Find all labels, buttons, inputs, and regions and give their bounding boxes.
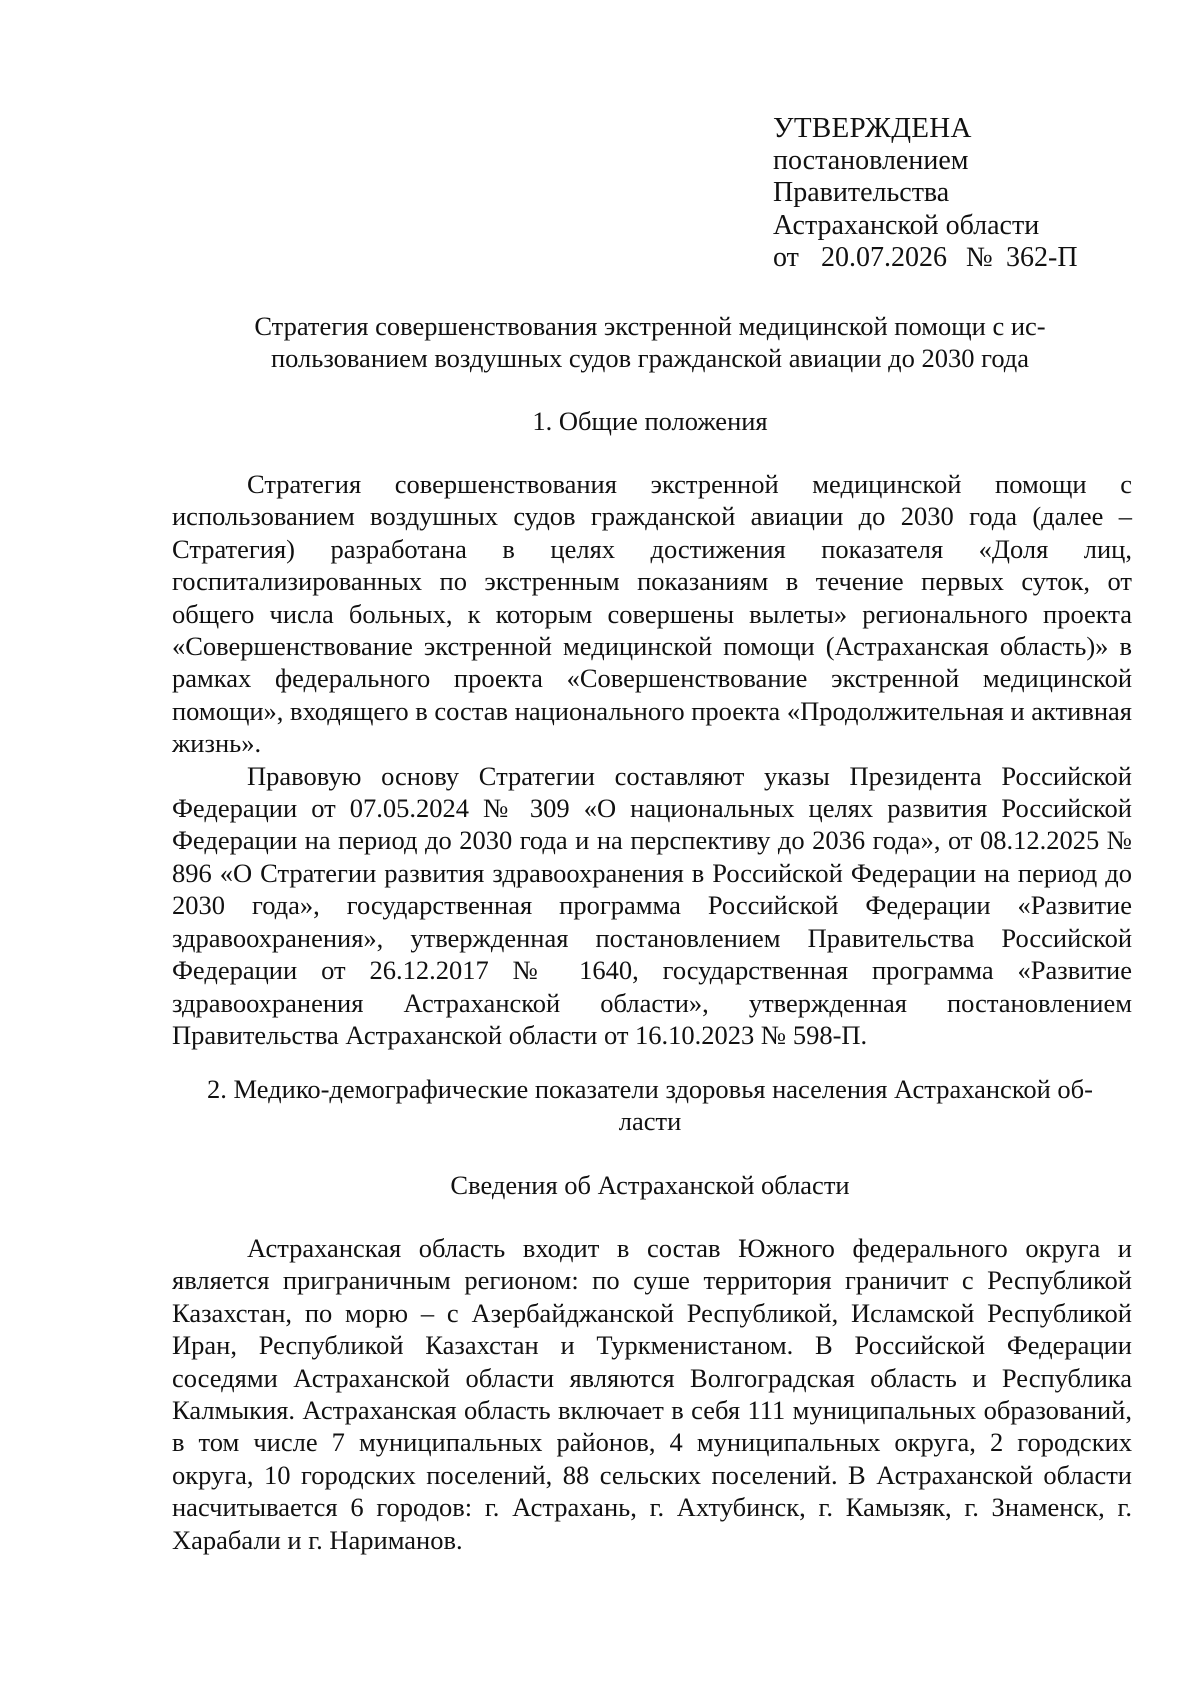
approval-line: Астраханской области [773,209,1040,241]
paragraph: Астраханская область входит в состав Южного федерального округа и является приграничным регионом: по суше территория граничит с Республикой Казахстан, по морю – с Азербайджанской Республикой, Исламской Республикой Иран, Республикой Казахстан и Туркменистаном. В Российской Федерации соседями Астраханской области являются Волгоградская область и Республика Калмыкия. Астраханская область включает в себя 111 муниципальных образований, в том числе 7 муниципальных районов, 4 муниципальных округа, 2 городских округа, 10 городских поселений, 88 сельских поселений. В Астраханской области насчитывается 6 городов: г. Астрахань, г. Ахтубинск, г. Камызяк, г. Знаменск, г. Харабали и г. Нариманов. [172,1233,1132,1555]
section-2-heading-line: ласти [618,1106,682,1136]
approval-line: постановлением [773,144,969,176]
section-2-heading [170,1073,1130,1137]
approval-line: Правительства [773,177,950,208]
section-1-heading: 1. Общие положения [532,406,768,436]
section-2-subheading: Сведения об Астраханской области [450,1170,850,1200]
section-1-body [172,468,1132,1051]
number-prefix: № [966,242,993,273]
approval-heading: УТВЕРЖДЕНА [773,112,972,144]
date-prefix: от [773,242,799,273]
approval-block [773,112,1153,275]
section-2-body [172,1232,1132,1556]
document-title-line: пользованием воздушных судов гражданской авиации до 2030 года [270,343,1030,373]
approval-number: 362-П [1006,242,1078,273]
document-title [170,310,1130,374]
approval-date-line [773,242,1153,275]
document-title-line: Стратегия совершенствования экстренной медицинской помощи с ис- [254,311,1046,341]
paragraph: Стратегия совершенствования экстренной медицинской помощи с использованием воздушных судов гражданской авиации до 2030 года (далее – Стратегия) разработана в целях достижения показателя «Доля лиц, госпитализированных по экстренным показаниям в течение первых суток, от общего числа больных, к которым совершены вылеты» регионального проекта «Совершенствование экстренной медицинской помощи (Астраханская область)» в рамках федерального проекта «Совершенствование экстренной медицинской помощи», входящего в состав национального проекта «Продолжительная и активная жизнь». [172,469,1132,759]
section-2-heading-line: 2. Медико-демографические показатели здоровья населения Астраханской об- [207,1074,1093,1104]
paragraph: Правовую основу Стратегии составляют указы Президента Российской Федерации от 07.05.2024 № 309 «О национальных целях развития Российской Федерации на период до 2030 года и на перспективу до 2036 года», от 08.12.2025 № 896 «О Стратегии развития здравоохранения в Российской Федерации на период до 2030 года», государственная программа Российской Федерации «Развитие здравоохранения», утвержденная постановлением Правительства Российской Федерации от 26.12.2017 № 1640, государственная программа «Развитие здравоохранения Астраханской области», утвержденная постановлением Правительства Астраханской области от 16.10.2023 № 598-П. [172,760,1132,1050]
approval-date: 20.07.2026 [821,242,947,273]
